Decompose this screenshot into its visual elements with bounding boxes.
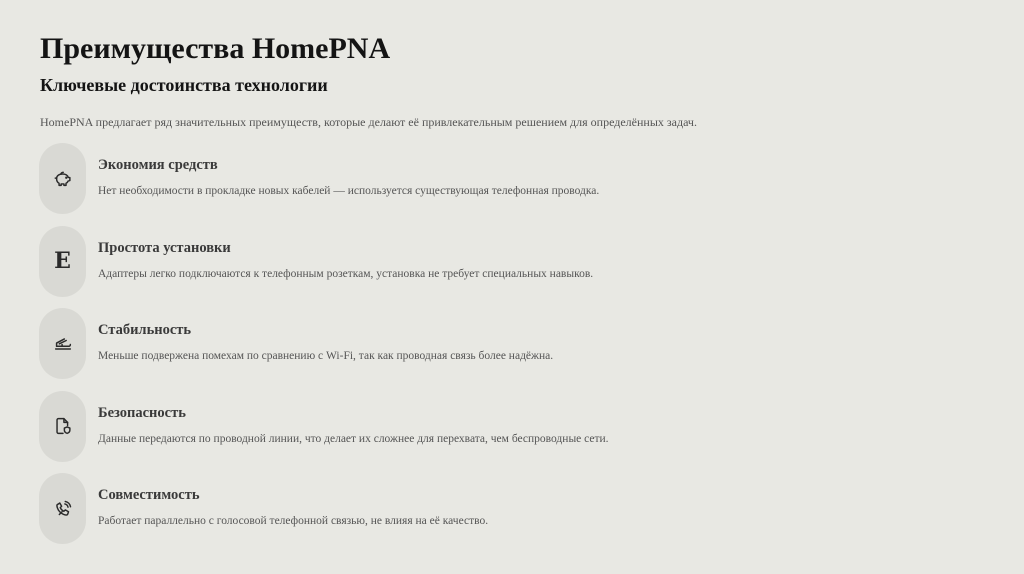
piggy-bank-icon [39,143,86,214]
feature-list [39,143,939,556]
page-title: Преимущества HomePNA [40,32,391,65]
icon-glyph: E [54,248,71,274]
phone-signal-icon [39,473,86,544]
intro-text: HomePNA предлагает ряд значительных преимуществ, которые делают её привлекательным решением для определённых задач. [40,115,697,129]
feature-description: Нет необходимости в прокладке новых кабелей — используется существующая телефонная проводка. [98,185,600,197]
feature-item-compatibility [39,473,939,545]
stability-icon [39,308,86,379]
feature-description: Работает параллельно с голосовой телефонной связью, не влияя на её качество. [98,515,489,527]
feature-item-easy-install [39,226,939,298]
feature-title: Совместимость [98,487,200,503]
page-subtitle: Ключевые достоинства технологии [40,75,328,95]
feature-item-savings [39,143,939,215]
letter-e-icon [39,226,86,297]
feature-title: Простота установки [98,239,231,256]
feature-item-security [39,391,939,463]
secure-document-icon [39,391,86,462]
feature-title: Стабильность [98,322,192,338]
feature-title: Безопасность [98,404,186,421]
feature-item-stability [39,308,939,380]
feature-title: Экономия средств [98,157,218,173]
feature-description: Адаптеры легко подключаются к телефонным розеткам, установка не требует специальных навыков. [98,267,594,280]
feature-description: Меньше подвержена помехам по сравнению с Wi-Fi, так как проводная связь более надёжна. [98,350,554,362]
feature-description: Данные передаются по проводной линии, что делает их сложнее для перехвата, чем беспроводные сети. [98,432,609,445]
